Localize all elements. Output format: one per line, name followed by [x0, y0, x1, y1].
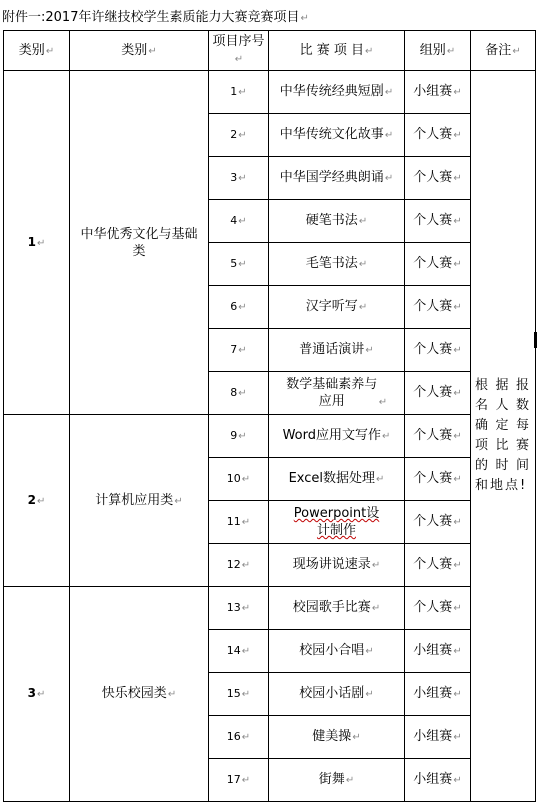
- paragraph-mark-icon: ↵: [365, 646, 374, 657]
- paragraph-mark-icon: ↵: [384, 130, 394, 141]
- paragraph-mark-icon: ↵: [241, 517, 251, 528]
- item-number-cell: 14↵: [209, 630, 269, 673]
- paragraph-mark-icon: ↵: [453, 173, 462, 184]
- category-number-cell: 1↵: [4, 71, 70, 415]
- item-number-cell: 3↵: [209, 157, 269, 200]
- item-name-cell: 毛笔书法↵: [269, 243, 405, 286]
- category-number-cell: 2↵: [4, 415, 70, 587]
- remark-text: 根据报名人数确定每项比赛的时间和地点!: [475, 378, 531, 493]
- paragraph-mark-icon: ↵: [36, 689, 46, 700]
- item-number-cell: 8↵: [209, 372, 269, 415]
- header-item-name: 比 赛 项 目↵: [269, 31, 405, 71]
- item-name-cell: 硬笔书法↵: [269, 200, 405, 243]
- item-number-cell: 2↵: [209, 114, 269, 157]
- paragraph-mark-icon: ↵: [446, 45, 456, 57]
- item-number-cell: 10↵: [209, 458, 269, 501]
- group-cell: 个人赛↵: [405, 200, 471, 243]
- item-name-cell: 汉字听写↵: [269, 286, 405, 329]
- group-cell: 个人赛↵: [405, 157, 471, 200]
- paragraph-mark-icon: ↵: [241, 560, 251, 571]
- header-remark: 备注↵: [471, 31, 536, 71]
- paragraph-mark-icon: ↵: [300, 13, 309, 24]
- item-number-cell: 17↵: [209, 759, 269, 802]
- paragraph-mark-icon: ↵: [453, 603, 462, 614]
- paragraph-mark-icon: ↵: [453, 302, 462, 313]
- item-number-cell: 4↵: [209, 200, 269, 243]
- item-number-cell: 11↵: [209, 501, 269, 544]
- item-name-cell: 健美操↵: [269, 716, 405, 759]
- group-cell: 个人赛↵: [405, 501, 471, 544]
- item-name-cell: 校园歌手比赛↵: [269, 587, 405, 630]
- group-cell: 个人赛↵: [405, 587, 471, 630]
- paragraph-mark-icon: ↵: [238, 302, 247, 313]
- paragraph-mark-icon: ↵: [512, 45, 521, 57]
- group-cell: 小组赛↵: [405, 630, 471, 673]
- item-name-cell: 校园小话剧↵: [269, 673, 405, 716]
- paragraph-mark-icon: ↵: [358, 302, 368, 313]
- item-name-cell: 中华传统经典短剧↵: [269, 71, 405, 114]
- item-number-cell: 5↵: [209, 243, 269, 286]
- paragraph-mark-icon: ↵: [453, 388, 462, 399]
- paragraph-mark-icon: ↵: [36, 237, 46, 249]
- paragraph-mark-icon: ↵: [36, 495, 46, 507]
- paragraph-mark-icon: ↵: [453, 517, 462, 528]
- paragraph-mark-icon: ↵: [378, 396, 388, 408]
- paragraph-mark-icon: ↵: [453, 130, 462, 141]
- item-name-cell: 校园小合唱↵: [269, 630, 405, 673]
- group-cell: 个人赛↵: [405, 286, 471, 329]
- header-category-number: 类别↵: [4, 31, 70, 71]
- paragraph-mark-icon: ↵: [238, 345, 247, 356]
- item-name-cell: 现场讲说速录↵: [269, 544, 405, 587]
- paragraph-mark-icon: ↵: [238, 216, 247, 227]
- item-name-cell: 数学基础素养与应用 ↵: [269, 372, 405, 415]
- paragraph-mark-icon: ↵: [234, 54, 244, 65]
- item-number-cell: 13↵: [209, 587, 269, 630]
- table-row: [4, 415, 536, 458]
- category-name-cell: 快乐校园类↵: [70, 587, 209, 802]
- item-number-cell: 9↵: [209, 415, 269, 458]
- paragraph-mark-icon: ↵: [453, 646, 462, 657]
- paragraph-mark-icon: ↵: [453, 259, 462, 270]
- paragraph-mark-icon: ↵: [238, 173, 247, 184]
- paragraph-mark-icon: ↵: [241, 775, 251, 786]
- item-name-cell: Word应用文写作↵: [269, 415, 405, 458]
- paragraph-mark-icon: ↵: [358, 216, 368, 227]
- paragraph-mark-icon: ↵: [238, 87, 247, 98]
- document-title: [2, 6, 309, 25]
- paragraph-mark-icon: ↵: [45, 45, 55, 57]
- item-number-cell: 7↵: [209, 329, 269, 372]
- document-title-text: 附件一:2017年许继技校学生素质能力大赛竞赛项目: [2, 10, 300, 25]
- header-category: 类别↵: [70, 31, 209, 71]
- header-item-number: 项目序号↵: [209, 31, 269, 71]
- item-name-cell: 普通话演讲↵: [269, 329, 405, 372]
- paragraph-mark-icon: ↵: [238, 431, 247, 442]
- item-number-cell: 15↵: [209, 673, 269, 716]
- table-row: [4, 587, 536, 630]
- item-number-cell: 1↵: [209, 71, 269, 114]
- group-cell: 小组赛↵: [405, 71, 471, 114]
- paragraph-mark-icon: ↵: [238, 259, 247, 270]
- group-cell: 个人赛↵: [405, 372, 471, 415]
- paragraph-mark-icon: ↵: [453, 474, 462, 485]
- item-name-cell: Powerpoint设计制作: [269, 501, 405, 544]
- item-name-cell: 中华国学经典朗诵↵: [269, 157, 405, 200]
- item-number-cell: 16↵: [209, 716, 269, 759]
- paragraph-mark-icon: ↵: [376, 474, 385, 485]
- paragraph-mark-icon: ↵: [358, 259, 368, 270]
- paragraph-mark-icon: ↵: [241, 474, 251, 485]
- paragraph-mark-icon: ↵: [453, 560, 462, 571]
- header-group: 组别↵: [405, 31, 471, 71]
- group-cell: 小组赛↵: [405, 759, 471, 802]
- paragraph-mark-icon: ↵: [384, 87, 394, 98]
- paragraph-mark-icon: ↵: [241, 732, 251, 743]
- paragraph-mark-icon: ↵: [238, 130, 247, 141]
- group-cell: 个人赛↵: [405, 243, 471, 286]
- competition-table: [3, 30, 536, 802]
- paragraph-mark-icon: ↵: [345, 775, 355, 786]
- item-name-cell: 街舞↵: [269, 759, 405, 802]
- paragraph-mark-icon: ↵: [371, 603, 381, 614]
- item-number-cell: 6↵: [209, 286, 269, 329]
- group-cell: 个人赛↵: [405, 114, 471, 157]
- paragraph-mark-icon: ↵: [167, 689, 177, 700]
- category-name-cell: 中华优秀文化与基础类: [70, 71, 209, 415]
- group-cell: 个人赛↵: [405, 415, 471, 458]
- table-header-row: [4, 31, 536, 71]
- item-name-cell: 中华传统文化故事↵: [269, 114, 405, 157]
- paragraph-mark-icon: ↵: [365, 689, 374, 700]
- paragraph-mark-icon: ↵: [453, 345, 462, 356]
- group-cell: 小组赛↵: [405, 716, 471, 759]
- paragraph-mark-icon: ↵: [174, 495, 183, 507]
- paragraph-mark-icon: ↵: [352, 732, 361, 743]
- item-name-cell: Excel数据处理↵: [269, 458, 405, 501]
- paragraph-mark-icon: ↵: [453, 775, 462, 786]
- table-row: [4, 71, 536, 114]
- paragraph-mark-icon: ↵: [241, 603, 251, 614]
- paragraph-mark-icon: ↵: [365, 345, 374, 356]
- paragraph-mark-icon: ↵: [453, 87, 462, 98]
- group-cell: 小组赛↵: [405, 673, 471, 716]
- paragraph-mark-icon: ↵: [148, 45, 157, 57]
- paragraph-mark-icon: ↵: [371, 560, 381, 571]
- remark-cell: [471, 71, 536, 802]
- paragraph-mark-icon: ↵: [453, 732, 462, 743]
- paragraph-mark-icon: ↵: [453, 216, 462, 227]
- paragraph-mark-icon: ↵: [365, 45, 374, 57]
- category-name-cell: 计算机应用类↵: [70, 415, 209, 587]
- category-number-cell: 3↵: [4, 587, 70, 802]
- item-number-cell: 12↵: [209, 544, 269, 587]
- paragraph-mark-icon: ↵: [453, 689, 462, 700]
- paragraph-mark-icon: ↵: [384, 173, 394, 184]
- paragraph-mark-icon: ↵: [238, 388, 247, 399]
- paragraph-mark-icon: ↵: [241, 689, 251, 700]
- group-cell: 个人赛↵: [405, 458, 471, 501]
- group-cell: 个人赛↵: [405, 329, 471, 372]
- paragraph-mark-icon: ↵: [241, 646, 251, 657]
- paragraph-mark-icon: ↵: [382, 431, 391, 442]
- paragraph-mark-icon: ↵: [453, 431, 462, 442]
- group-cell: 个人赛↵: [405, 544, 471, 587]
